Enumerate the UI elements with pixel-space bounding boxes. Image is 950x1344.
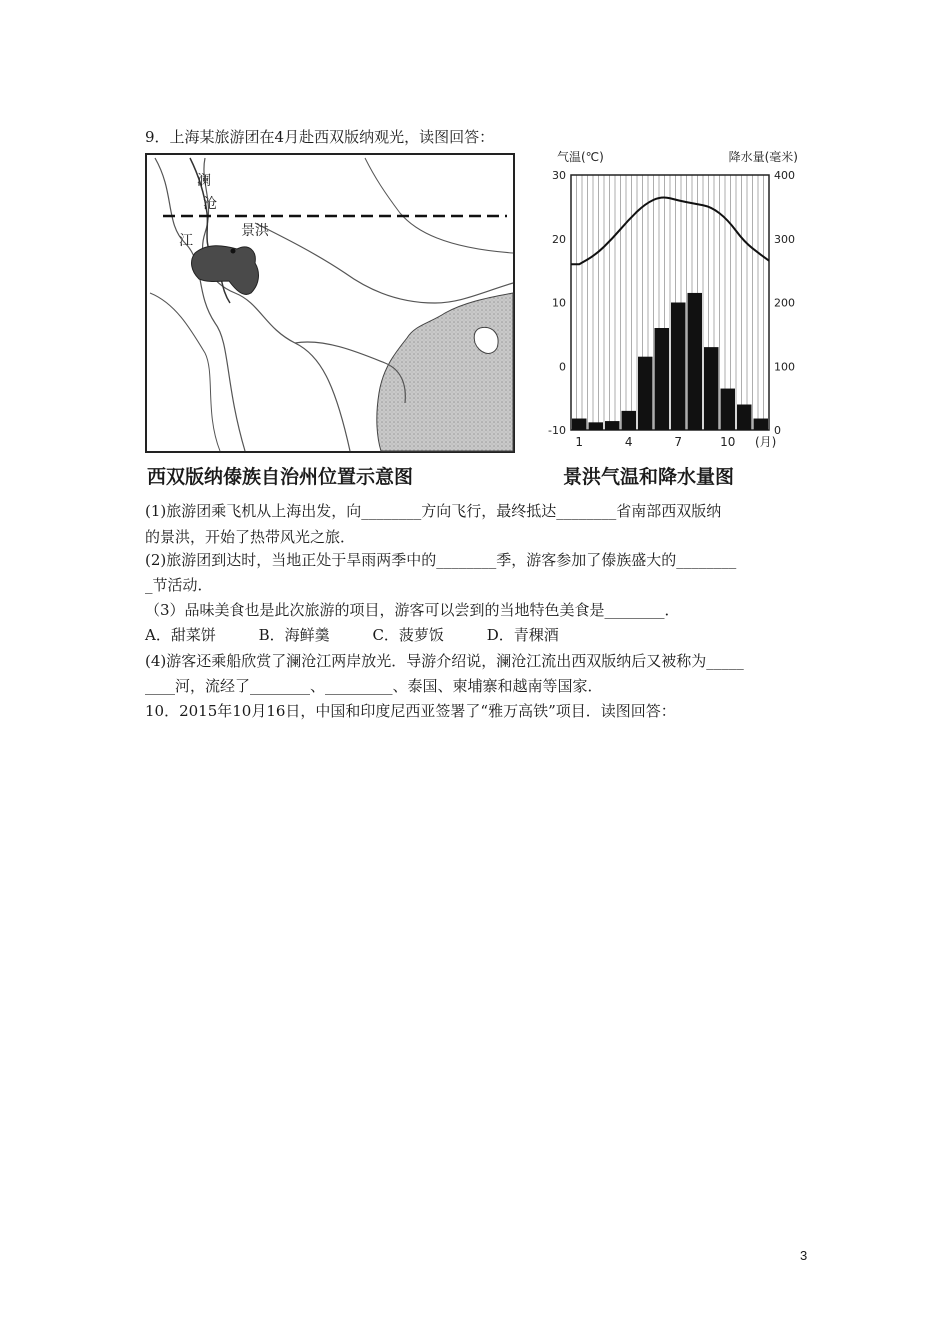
map-label-river-3: 江 (179, 233, 193, 249)
right-axis-label: 降水量(毫米) (728, 150, 798, 164)
left-tick-label: 10 (552, 296, 566, 310)
map-caption: 西双版纳傣族自治州位置示意图 (147, 466, 414, 488)
precip-bar (671, 303, 686, 431)
sub-question-4-line-1: (4)游客还乘船欣赏了澜沧江两岸放光．导游介绍说，澜沧江流出西双版纳后又被称为_____ (145, 652, 744, 670)
sub-question-3: （3）品味美食也是此次旅游的项目，游客可以尝到的当地特色美食是________． (145, 601, 680, 619)
chart-caption: 景洪气温和降水量图 (563, 466, 735, 488)
sub-question-1-line-2: 的景洪，开始了热带风光之旅． (145, 528, 356, 546)
sub-question-1-line-1: (1)旅游团乘飞机从上海出发，向________方向飞行，最终抵达________省南部西双版纳 (145, 502, 722, 520)
left-tick-label: -10 (548, 424, 566, 437)
sub-question-4-line-2: ____河，流经了________、_________、泰国、柬埔寨和越南等国家． (145, 677, 603, 695)
chart-grid (571, 175, 769, 430)
precip-bar (589, 422, 604, 430)
map-label-river-1: 澜 (197, 173, 211, 189)
x-axis-unit: (月) (755, 435, 777, 449)
location-map (145, 153, 515, 453)
option-a: A．甜菜饼 (145, 626, 216, 644)
x-tick-label: 1 (575, 435, 584, 449)
option-d: D．青稞酒 (486, 626, 559, 644)
precip-bar (721, 389, 736, 430)
x-tick-label: 4 (624, 435, 633, 449)
precip-bar (754, 419, 769, 430)
precip-bar (655, 328, 670, 430)
sub-question-2-line-2: _节活动． (145, 576, 213, 594)
question-10-stem: 10．2015年10月16日，中国和印度尼西亚签署了“雅万高铁”项目．读图回答： (145, 702, 676, 720)
map-label-river-2: 沧 (203, 196, 217, 212)
option-c: C．菠萝饭 (372, 626, 444, 644)
precip-bar (572, 419, 587, 430)
right-tick-label: 200 (774, 296, 795, 310)
precip-bar (704, 347, 719, 430)
precip-bar (638, 357, 653, 430)
option-b: B．海鲜羹 (258, 626, 330, 644)
climate-chart (548, 145, 800, 460)
precip-bar (688, 293, 703, 430)
right-tick-label: 400 (774, 169, 795, 182)
options-row (145, 625, 597, 645)
x-tick-label: 7 (674, 435, 683, 449)
left-tick-label: 30 (552, 169, 566, 182)
precip-bar (737, 405, 752, 431)
left-tick-label: 0 (559, 360, 566, 374)
left-tick-label: 20 (552, 232, 566, 246)
right-tick-label: 100 (774, 360, 795, 374)
jinghong-city (231, 249, 236, 254)
map-label-city: 景洪 (241, 223, 269, 239)
question-9-stem: 9．上海某旅游团在4月赴西双版纳观光，读图回答： (145, 128, 495, 146)
precip-bar (622, 411, 637, 430)
right-tick-label: 0 (774, 424, 781, 437)
precip-bar (605, 421, 620, 430)
x-tick-label: 10 (720, 435, 736, 449)
right-tick-label: 300 (774, 232, 795, 246)
left-axis-label: 气温(℃) (557, 150, 604, 164)
sub-question-2-line-1: (2)旅游团到达时，当地正处于旱雨两季中的________季，游客参加了傣族盛大的________ (145, 551, 737, 569)
page-number: 3 (800, 1248, 808, 1263)
